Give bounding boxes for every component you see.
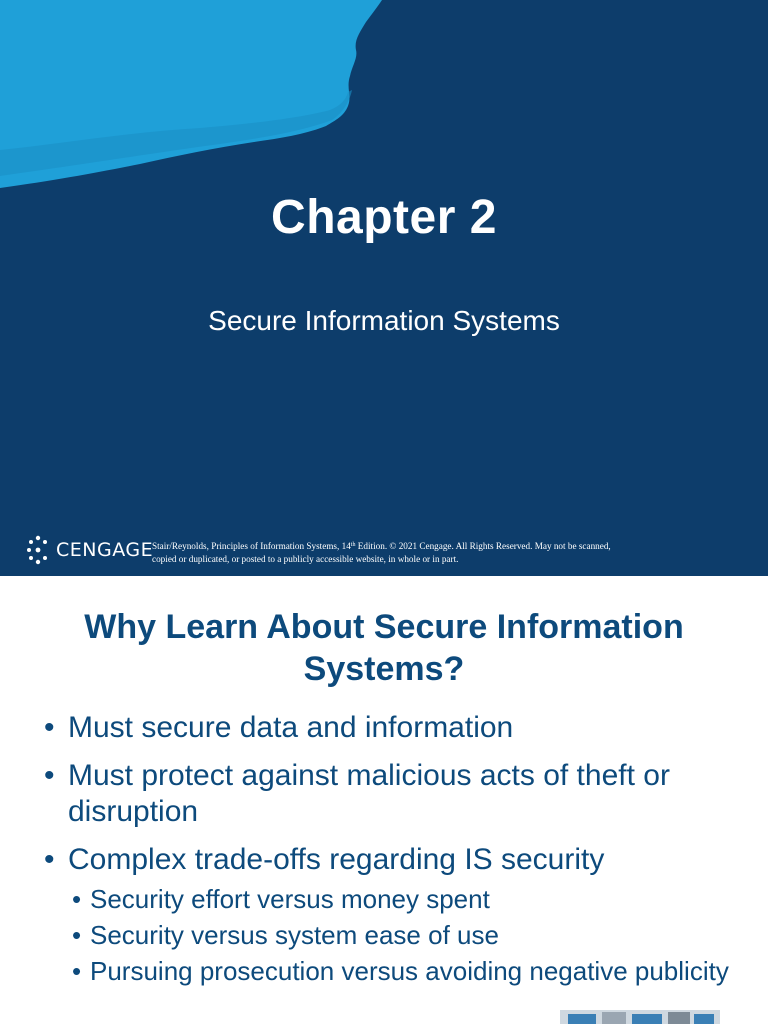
copyright-line2: copied or duplicated, or posted to a publicly accessible website, in whole or in part.	[152, 554, 459, 564]
copyright-line1-end: Edition. © 2021 Cengage. All Rights Reserved. May not be scanned,	[355, 541, 611, 551]
decorative-data-blocks-image	[560, 1004, 720, 1024]
sub-bullet-item	[68, 920, 744, 950]
sub-bullet-item	[68, 956, 744, 986]
cengage-logo	[26, 534, 153, 566]
bullet-item	[44, 842, 744, 986]
copyright-line1-start: Stair/Reynolds, Principles of Information Systems, 14	[152, 541, 351, 551]
bullet-text: Must protect against malicious acts of theft or disruption	[68, 759, 670, 828]
bullet-text: Complex trade-offs regarding IS security	[68, 843, 605, 876]
sub-bullet-list	[68, 884, 744, 986]
slide-footer	[0, 520, 768, 576]
bullet-item	[44, 758, 744, 830]
sub-bullet-text: Security effort versus money spent	[90, 884, 490, 914]
slide-title: Why Learn About Secure Information Systems?	[84, 608, 684, 688]
cengage-logo-icon	[26, 535, 50, 565]
bullet-text: Must secure data and information	[68, 711, 514, 744]
copyright-ordinal: th	[350, 542, 356, 548]
chapter-title: Chapter 2	[271, 191, 497, 244]
copyright-notice	[152, 539, 752, 566]
bullet-item	[44, 710, 744, 746]
chapter-subtitle: Secure Information Systems	[208, 305, 560, 336]
bullet-list	[44, 710, 744, 998]
cengage-logo-text: CENGAGE	[56, 539, 154, 561]
content-slide	[0, 576, 768, 1024]
sub-bullet-text: Pursuing prosecution versus avoiding negative publicity	[90, 956, 729, 986]
sub-bullet-text: Security versus system ease of use	[90, 920, 499, 950]
sub-bullet-item	[68, 884, 744, 914]
